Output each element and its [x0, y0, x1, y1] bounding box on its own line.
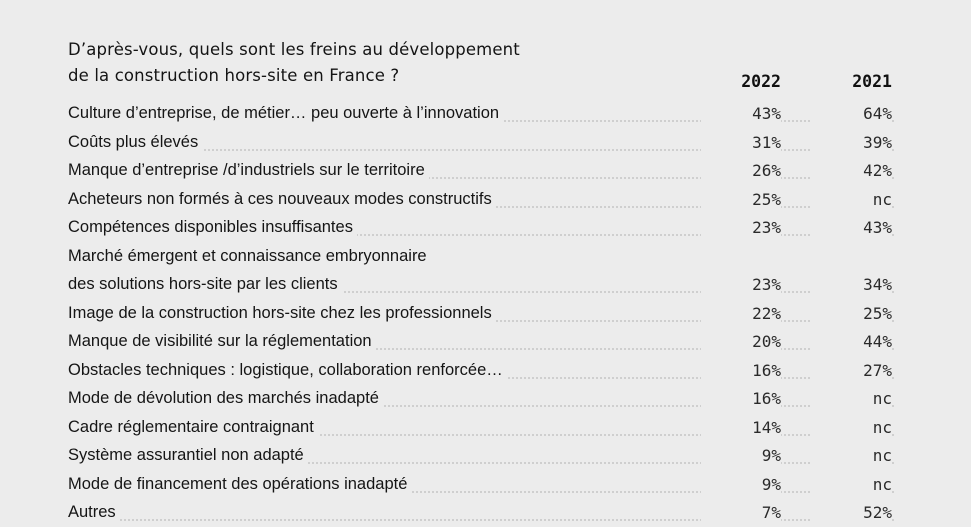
value-2021: 39% [812, 133, 892, 152]
value-2021: 52% [812, 503, 892, 522]
value-2022: 23% [701, 275, 781, 294]
table-row [68, 446, 894, 470]
table-row [68, 190, 894, 214]
value-2021: 44% [812, 332, 892, 351]
value-2022: 31% [701, 133, 781, 152]
table-title-line-1: D’après-vous, quels sont les freins au développement [68, 40, 520, 59]
row-label: Mode de financement des opérations inadapté [68, 475, 411, 494]
row-label: Coûts plus élevés [68, 133, 202, 152]
value-2021: 43% [812, 218, 892, 237]
value-2022: 22% [701, 304, 781, 323]
table-row [68, 332, 894, 356]
value-2022: 9% [701, 475, 781, 494]
value-2021: nc [812, 389, 892, 408]
row-label: des solutions hors-site par les clients [68, 275, 342, 294]
table-row [68, 475, 894, 499]
value-2022: 16% [701, 389, 781, 408]
value-2021: nc [812, 418, 892, 437]
row-label: Marché émergent et connaissance embryonnaire [68, 247, 431, 266]
table-row-label-line [68, 247, 894, 271]
row-label: Manque d’entreprise /d’industriels sur le territoire [68, 161, 429, 180]
table-row [68, 503, 894, 527]
column-header-2022: 2022 [741, 72, 781, 91]
value-2021: 25% [812, 304, 892, 323]
table-row [68, 361, 894, 385]
table-row [68, 389, 894, 413]
value-2021: nc [812, 190, 892, 209]
row-label: Autres [68, 503, 120, 522]
value-2021: nc [812, 475, 892, 494]
table-row [68, 218, 894, 242]
value-2021: 27% [812, 361, 892, 380]
row-label: Manque de visibilité sur la réglementation [68, 332, 376, 351]
row-label: Acheteurs non formés à ces nouveaux modes constructifs [68, 190, 496, 209]
row-label: Cadre réglementaire contraignant [68, 418, 318, 437]
value-2022: 25% [701, 190, 781, 209]
table-row [68, 133, 894, 157]
value-2022: 7% [701, 503, 781, 522]
value-2022: 23% [701, 218, 781, 237]
table-title-line-2: de la construction hors-site en France ? [68, 66, 400, 85]
row-label: Culture d’entreprise, de métier… peu ouverte à l’innovation [68, 104, 503, 123]
table-row [68, 161, 894, 185]
value-2021: 42% [812, 161, 892, 180]
table-row [68, 418, 894, 442]
column-header-2021: 2021 [852, 72, 892, 91]
value-2022: 9% [701, 446, 781, 465]
value-2022: 43% [701, 104, 781, 123]
row-label: Compétences disponibles insuffisantes [68, 218, 357, 237]
value-2022: 20% [701, 332, 781, 351]
table-row [68, 304, 894, 328]
row-label: Système assurantiel non adapté [68, 446, 308, 465]
row-label: Mode de dévolution des marchés inadapté [68, 389, 383, 408]
value-2021: nc [812, 446, 892, 465]
value-2022: 16% [701, 361, 781, 380]
value-2022: 26% [701, 161, 781, 180]
row-label: Obstacles techniques : logistique, collaboration renforcée… [68, 361, 507, 380]
value-2022: 14% [701, 418, 781, 437]
value-2021: 64% [812, 104, 892, 123]
table-row [68, 104, 894, 128]
row-label: Image de la construction hors-site chez les professionnels [68, 304, 496, 323]
table-row [68, 275, 894, 299]
value-2021: 34% [812, 275, 892, 294]
